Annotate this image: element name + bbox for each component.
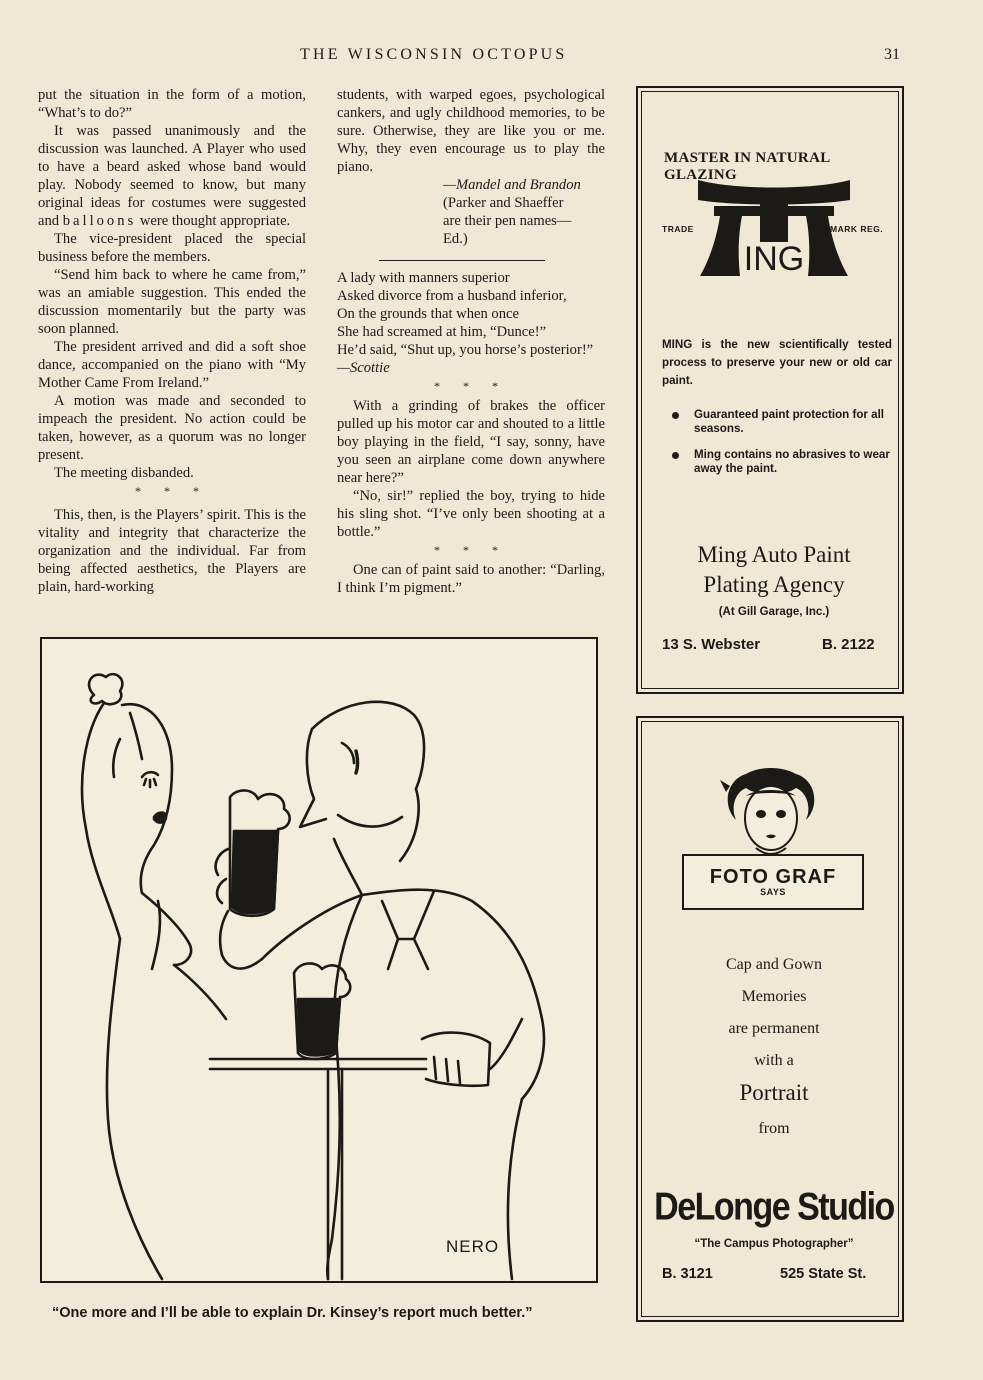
page-number: 31 (884, 46, 900, 63)
artist-signature: NERO (446, 1237, 500, 1256)
section-separator: * * * (434, 543, 508, 557)
promo-line: Memories (741, 988, 807, 1005)
divider (379, 260, 545, 261)
section-separator: * * * (434, 379, 508, 393)
paragraph: The president arrived and did a soft shoe dance, accompanied on the piano with “My Mother Came From Ireland.” (38, 339, 306, 391)
promo-line: with a (754, 1052, 794, 1069)
girl-face-icon (716, 766, 826, 858)
paragraph: “No, sir!” replied the boy, trying to hide his sling shot. “I’ve only been shooting at a bottle.” (337, 488, 605, 540)
studio-phone: B. 3121 (662, 1266, 713, 1282)
poem-line: On the grounds that when once (337, 306, 519, 322)
promo-line: are permanent (728, 1020, 820, 1037)
section-separator: * * * (135, 484, 209, 498)
cartoon-caption: “One more and I’ll be able to explain Dr. Kinsey’s report much better.” (52, 1305, 533, 1321)
studio-tagline: “The Campus Photographer” (694, 1238, 854, 1250)
paragraph: “Send him back to where he came from,” was an amiable suggestion. This ended the discussion momentarily but the party was soon planned. (38, 267, 306, 337)
running-head: THE WISCONSIN OCTOPUS (300, 46, 568, 63)
studio-address: 525 State St. (780, 1266, 867, 1282)
attribution-note: (Parker and Shaeffer (443, 195, 564, 211)
paragraph: With a grinding of brakes the officer pulled up his motor car and shouted to a little boy playing in the field, “I say, sonny, have you seen an airplane come down anywhere near here?” (337, 398, 605, 486)
paragraph: The meeting disbanded. (54, 465, 194, 481)
promo-line: from (758, 1120, 790, 1137)
list-item: Ming contains no abrasives to wear away the paint. (672, 448, 890, 476)
ming-advertisement (636, 86, 904, 694)
poem-line: Asked divorce from a husband inferior, (337, 288, 567, 304)
bullet-icon (672, 452, 679, 459)
paragraph: One can of paint said to another: “Darling, I think I’m pigment.” (337, 562, 605, 596)
text-column-right (337, 86, 605, 597)
list-item: Guaranteed paint protection for all seasons. (672, 408, 890, 436)
promo-line: Cap and Gown (726, 956, 822, 973)
paragraph: put the situation in the form of a motion, “What’s to do?” (38, 87, 306, 121)
cartoon-frame (40, 637, 598, 1283)
trade-label: TRADE (662, 224, 694, 234)
paragraph: It was passed unanimously and the discussion was launched. A Player who used to have a beard asked whose band would play. Nobody seemed to know, but many original ideas for costumes were suggested and balloons were thought appropriate. (38, 123, 306, 229)
cartoon-drawing (42, 639, 596, 1281)
ming-phone: B. 2122 (822, 636, 875, 653)
mark-reg-label: MARK REG. (830, 224, 884, 234)
ad-inner-border (641, 91, 899, 689)
paragraph: A motion was made and seconded to impeach the president. No action could be taken, however, as a quorum was no longer present. (38, 393, 306, 463)
paragraph: This, then, is the Players’ spirit. This is the vitality and integrity that characterize the organization and the individual. Far from being affected aesthetics, the Players are plain, hard-working (38, 507, 306, 595)
poem-signature: —Scottie (337, 360, 390, 376)
ming-business-name: Ming Auto Paint Plating Agency (697, 542, 851, 597)
poem-line: He’d said, “Shut up, you horse’s posterior!” (337, 342, 594, 358)
studio-name: DeLonge Studio (654, 1185, 894, 1229)
says-label: SAYS (760, 887, 786, 897)
delonge-advertisement (636, 716, 904, 1322)
paragraph: students, with warped egoes, psychological cankers, and ugly childhood memories, to be sure. Otherwise, they are like you or me. Why, they even encourage us to play the piano. (337, 87, 605, 175)
text-column-left (38, 86, 306, 596)
ming-tagline: MASTER IN NATURAL GLAZING (664, 150, 830, 183)
ming-address: 13 S. Webster (662, 636, 761, 653)
promo-line-portrait: Portrait (739, 1080, 809, 1105)
paragraph: The vice-president placed the special business before the members. (38, 231, 306, 265)
attribution-note: Ed.) (443, 231, 468, 247)
sign-text: FOTO GRAF (709, 866, 837, 888)
ming-description: MING is the new scientifically tested process to preserve your new or old car paint. (662, 338, 892, 387)
attribution: —Mandel and Brandon (443, 177, 581, 193)
attribution-note: are their pen names— (443, 213, 572, 229)
poem-line: She had screamed at him, “Dunce!” (337, 324, 547, 340)
ming-logo-text: ING (743, 240, 805, 278)
ad-inner-border (641, 721, 899, 1317)
ming-location-note: (At Gill Garage, Inc.) (718, 606, 830, 618)
limerick (337, 269, 605, 359)
foto-graf-sign (682, 854, 864, 910)
poem-line: A lady with manners superior (337, 270, 510, 286)
ming-bullet-list (672, 408, 890, 488)
bullet-icon (672, 412, 679, 419)
